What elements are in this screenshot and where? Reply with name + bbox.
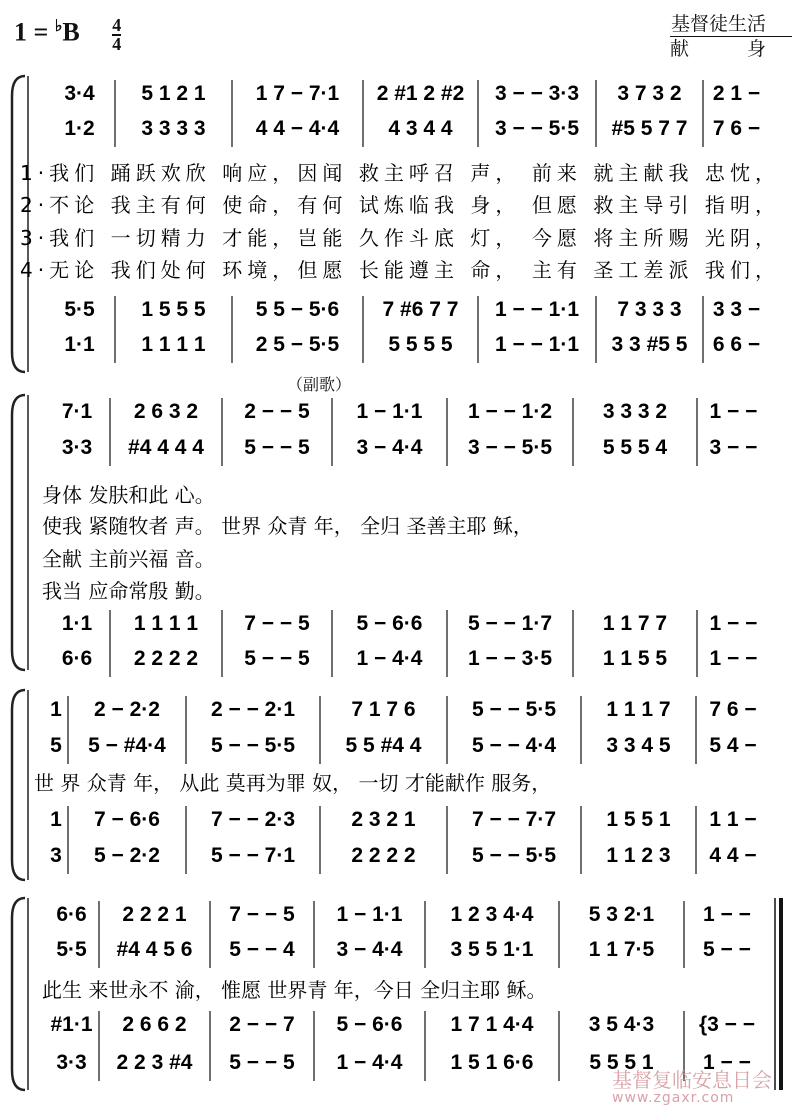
ten-measure: 5 − 6·6 [336, 1013, 403, 1036]
sop-measure: 2 1 − [712, 82, 761, 105]
sop-measure: 1 7 − 7·1 [255, 82, 340, 105]
alt-measure: 5 − − 5 [244, 436, 310, 459]
system-3 [12, 690, 757, 880]
alt-measure: 7 6 − [712, 117, 761, 140]
bas-measure: 1·1 [64, 333, 95, 356]
lyric-line: 使我 紧随牧者 声。 世界 众青 年， 全归 圣善主耶 稣， [42, 514, 533, 538]
ten-measure: 7 #6 7 7 [382, 298, 459, 321]
bas-measure: 4 4 − [709, 844, 757, 867]
bas-measure: 2 2 2 2 [133, 647, 199, 670]
sop-measure: 7·1 [61, 400, 93, 423]
lyric-line: 此生 来世永不 渝， 惟愿 世界青 年，今日 全归主耶 稣。 [42, 978, 547, 1002]
sop-measure: 2 #1 2 #2 [376, 82, 465, 105]
system-brace [12, 76, 25, 372]
sop-measure: 2 − − 2·1 [210, 698, 296, 721]
sop-measure: 1 − − 1·2 [467, 400, 553, 423]
sop-measure: 1 2 3 4·4 [450, 903, 534, 926]
alt-measure: 3 − − 5·5 [467, 436, 553, 459]
ten-measure: 2 − − 7 [229, 1013, 295, 1036]
ten-measure: 1 1 − [709, 808, 757, 831]
song-category: 基督徒生活 [670, 13, 766, 35]
key-prefix: 1 = [14, 17, 55, 47]
ten-measure: 1 − − [709, 612, 758, 635]
sop-measure: 5 1 2 1 [141, 82, 206, 105]
bas-measure: 5 − − 7·1 [210, 844, 296, 867]
sop-measure: 7 6 − [709, 698, 757, 721]
alt-measure: 3 − 4·4 [356, 436, 423, 459]
ten-measure: #1·1 [50, 1013, 93, 1036]
ten-measure: 5·5 [64, 298, 95, 321]
alt-measure: 3 3 4 5 [606, 734, 671, 757]
bas-measure: 5 − 2·2 [94, 844, 160, 867]
ten-measure: 1 5 5 5 [141, 298, 206, 321]
bas-measure: 6 6 − [712, 333, 761, 356]
sop-measure: 2 − 2·2 [94, 698, 160, 721]
ten-measure: 5 − − 1·7 [467, 612, 553, 635]
ten-measure: 2 3 2 1 [351, 808, 416, 831]
ten-measure: 3 5 4·3 [588, 1013, 655, 1036]
sop-measure: 7 1 7 6 [351, 698, 416, 721]
bas-measure: 1 − 4·4 [336, 1051, 403, 1074]
system-brace [12, 395, 25, 670]
lyric-line: 2·不论 我主有何 使命，有何 试炼临我 身， 但愿 救主导引 指明， [20, 193, 775, 217]
time-bottom: 4 [112, 33, 122, 54]
time-top: 4 [112, 14, 122, 35]
bas-measure: 1 1 5 5 [602, 647, 668, 670]
ten-measure: 1 7 1 4·4 [450, 1013, 534, 1036]
bas-measure: 3·3 [56, 1051, 87, 1074]
sop-measure: 3 3 3 2 [602, 400, 668, 423]
ten-measure: 1 − − 1·1 [494, 298, 580, 321]
sop-measure: 5 − − 5·5 [471, 698, 557, 721]
alt-measure: 5 − − [703, 938, 751, 961]
alt-measure: 5 5 #4 4 [345, 734, 422, 757]
sop-measure: 1 − 1·1 [336, 903, 403, 926]
ten-measure: 2 6 6 2 [122, 1013, 187, 1036]
ten-measure: 1 5 5 1 [606, 808, 671, 831]
bas-measure: 1 − − [703, 1051, 751, 1074]
flat-sign: ♭ [54, 18, 63, 35]
alt-measure: 5 − #4·4 [88, 734, 166, 757]
ten-measure: 1 1 7 7 [602, 612, 668, 635]
watermark-text: 基督复临安息日会 [612, 1068, 772, 1092]
alt-measure: 5 − − 4·4 [471, 734, 557, 757]
alt-measure: 5 − − 4 [229, 938, 295, 961]
sop-measure: 1 1 1 7 [606, 698, 671, 721]
alt-measure: 3 3 3 3 [141, 117, 206, 140]
alt-measure: 1·2 [64, 117, 95, 140]
sop-measure: 3·4 [64, 82, 95, 105]
sop-measure: 1 − 1·1 [356, 400, 423, 423]
bas-measure: 5 − − 5 [244, 647, 310, 670]
alt-measure: 5 − − 5·5 [210, 734, 296, 757]
alt-measure: 5 [50, 734, 62, 757]
ten-measure: 5 − 6·6 [356, 612, 423, 635]
alt-measure: 3 5 5 1·1 [450, 938, 534, 961]
ten-measure: 7 − 6·6 [94, 808, 160, 831]
lyric-line: 3·我们 一切精力 才能，岂能 久作斗底 灯， 今愿 将主所赐 光阴， [20, 226, 775, 250]
watermark-url: www.zgaxr.com [612, 1090, 735, 1106]
sop-measure: 2 − − 5 [244, 400, 310, 423]
ten-measure: 1·1 [61, 612, 93, 635]
bas-measure: 5 − − 5·5 [471, 844, 557, 867]
bas-measure: 1 1 2 3 [606, 844, 671, 867]
sop-measure: 3 − − 3·3 [494, 82, 580, 105]
lyric-line: 世 界 众青 年， 从此 莫再为罪 奴， 一切 才能献作 服务， [34, 771, 552, 795]
alt-measure: 4 3 4 4 [388, 117, 453, 140]
system-4 [12, 898, 781, 1090]
alt-measure: #4 4 4 4 [128, 436, 204, 459]
sop-measure: 1 [50, 698, 62, 721]
sop-measure: 5 3 2·1 [588, 903, 655, 926]
alt-measure: 3 − 4·4 [336, 938, 403, 961]
ten-measure: 3 3 − [712, 298, 761, 321]
bas-measure: 2 5 − 5·5 [255, 333, 340, 356]
alt-measure: #5 5 7 7 [611, 117, 688, 140]
alt-measure: 5 5 5 4 [602, 436, 668, 459]
alt-measure: 3·3 [61, 436, 93, 459]
bas-measure: 1 − − [709, 647, 758, 670]
sop-measure: 7 − − 5 [229, 903, 295, 926]
bas-measure: 1 5 1 6·6 [450, 1051, 534, 1074]
system-brace [12, 690, 25, 880]
lyric-line: 4·无论 我们处何 环境，但愿 长能遵主 命， 主有 圣工差派 我们， [20, 258, 775, 282]
sop-measure: 2 2 2 1 [122, 903, 187, 926]
sop-measure: 3 7 3 2 [617, 82, 682, 105]
bas-measure: 6·6 [61, 647, 93, 670]
lyric-line: 身体 发肤和此 心。 [42, 483, 215, 507]
bas-measure: 1 1 1 1 [141, 333, 206, 356]
lyric-line: 我当 应命常殷 勤。 [42, 579, 215, 603]
sop-measure: 1 − − [709, 400, 758, 423]
sop-measure: 6·6 [56, 903, 87, 926]
system-2 [12, 395, 757, 677]
sop-measure: 2 6 3 2 [133, 400, 199, 423]
bas-measure: 5 − − 5 [229, 1051, 295, 1074]
song-title: 献 身 [669, 38, 792, 60]
ten-measure: 7 − − 7·7 [471, 808, 557, 831]
sop-measure: 1 − − [703, 903, 751, 926]
bas-measure: 2 2 3 #4 [116, 1051, 193, 1074]
bas-measure: 5 5 5 1 [589, 1051, 654, 1074]
alt-measure: #4 4 5 6 [116, 938, 193, 961]
ten-measure: 7 3 3 3 [617, 298, 682, 321]
alt-measure: 5·5 [56, 938, 87, 961]
bas-measure: 1 − − 3·5 [467, 647, 553, 670]
bas-measure: 1 − 4·4 [356, 647, 423, 670]
alt-measure: 5 4 − [709, 734, 757, 757]
ten-measure: 5 5 − 5·6 [255, 298, 340, 321]
ten-measure: 1 1 1 1 [133, 612, 199, 635]
alt-measure: 3 − − 5·5 [494, 117, 580, 140]
bas-measure: 1 − − 1·1 [494, 333, 580, 356]
lyric-line: 1·我们 踊跃欢欣 响应，因闻 救主呼召 声， 前来 就主献我 忠忱， [20, 161, 775, 185]
bas-measure: 5 5 5 5 [388, 333, 453, 356]
lyric-line: 全献 主前兴福 音。 [42, 547, 215, 571]
alt-measure: 1 1 7·5 [588, 938, 655, 961]
bas-measure: 2 2 2 2 [351, 844, 416, 867]
chorus-label: （副歌） [287, 375, 352, 394]
bas-measure: 3 [50, 844, 62, 867]
ten-measure: 1 [50, 808, 62, 831]
ten-measure: 7 − − 5 [244, 612, 310, 635]
alt-measure: 3 − − [709, 436, 758, 459]
system-1 [12, 76, 775, 372]
key-note: B [62, 17, 80, 47]
alt-measure: 4 4 − 4·4 [255, 117, 340, 140]
bas-measure: 3 3 #5 5 [611, 333, 688, 356]
system-brace [12, 898, 25, 1090]
ten-measure: {3 − − [698, 1013, 756, 1036]
ten-measure: 7 − − 2·3 [210, 808, 296, 831]
